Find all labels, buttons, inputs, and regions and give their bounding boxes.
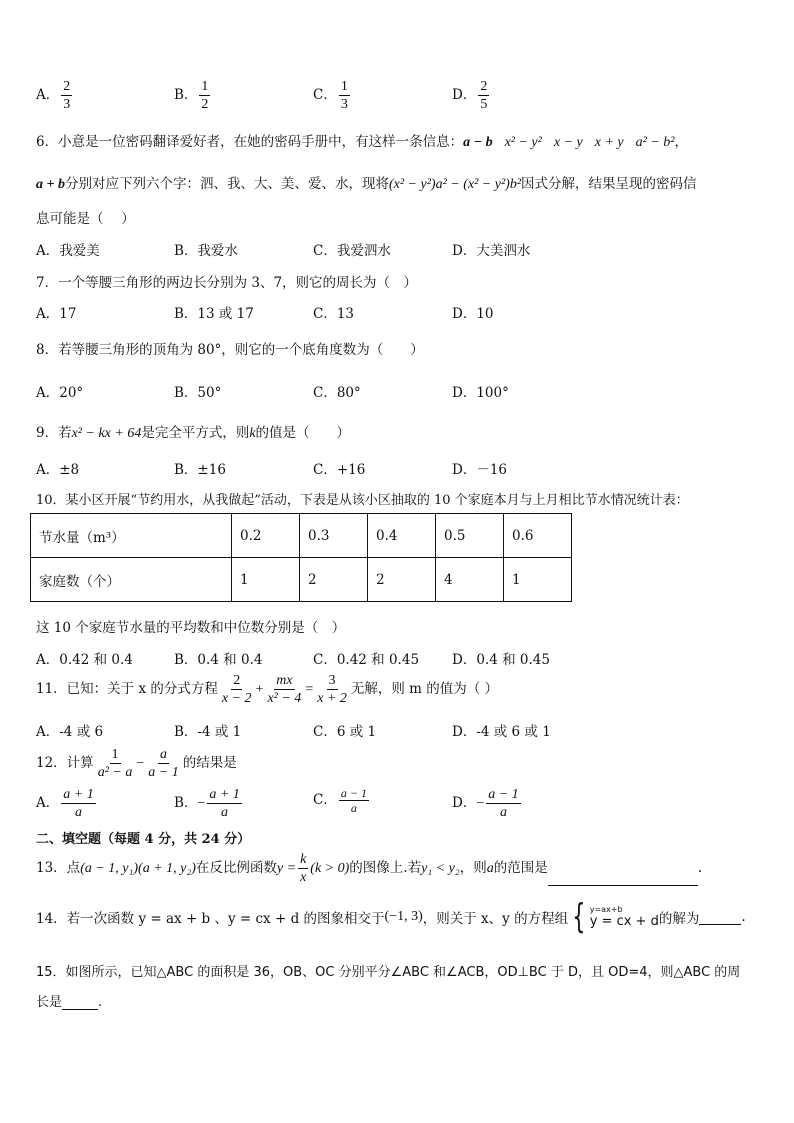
q8-option-d: D．100°: [452, 385, 509, 401]
q12-option-c: C． $\frac{a - 1}{a}$: [313, 786, 367, 815]
fraction: $\frac{a + 1}{a}$: [209, 787, 240, 820]
expr-a-minus-b: a − b: [463, 135, 493, 150]
q8-text: 8．若等腰三角形的顶角为 80°，则它的一个底角度数为（ ）: [36, 342, 424, 358]
answer-blank[interactable]: [699, 910, 741, 925]
q15-line1: 15．如图所示，已知△ABC 的面积是 36，OB、OC 分别平分∠ABC 和∠ACB，OD⊥BC 于 D，且 OD=4，则△ABC 的周: [36, 965, 741, 980]
table-cell: 4: [436, 558, 504, 602]
q6-option-c: C．我爱泗水: [313, 243, 391, 259]
q5-option-c: C． $\frac{1}{3}$: [313, 79, 348, 112]
fraction: $\frac{3}{x + 2}$: [317, 673, 347, 706]
q5-option-b: B． $\frac{1}{2}$: [174, 79, 209, 112]
q9-option-b: B．±16: [174, 462, 226, 478]
expr-points: (a − 1, y₁)(a + 1, y₂): [80, 861, 196, 876]
q10-option-b: B．0.4 和 0.4: [174, 652, 263, 668]
expr-x2-y2: x² − y²: [504, 135, 542, 150]
fraction: $\frac{1}{2}$: [201, 79, 209, 112]
table-row-label: 节水量（m³）: [31, 514, 232, 558]
q11-option-c: C．6 或 1: [313, 724, 377, 740]
q15-line2: 长是 .: [36, 995, 103, 1010]
q9-text: 9．若x² − kx + 64是完全平方式，则k的值是（ ）: [36, 425, 351, 441]
fraction: $\frac{1}{3}$: [340, 79, 348, 112]
fraction: $\frac{a - 1}{a}$: [340, 786, 367, 815]
q6-option-a: A．我爱美: [36, 243, 100, 259]
expr-point: (−1, 3): [384, 909, 423, 924]
table-cell: 0.3: [300, 514, 368, 558]
q7-option-c: C．13: [313, 306, 355, 322]
q10-question: 这 10 个家庭节水量的平均数和中位数分别是（ ）: [36, 620, 346, 636]
q6-option-b: B．我爱水: [174, 243, 238, 259]
q6-option-d: D．大美泗水: [452, 243, 531, 259]
q11-option-d: D．-4 或 6 或 1: [452, 724, 551, 740]
q9-option-c: C．+16: [313, 462, 366, 478]
fraction: $\frac{2}{3}$: [63, 79, 71, 112]
q7-text: 7．一个等腰三角形的两边长分别为 3、7，则它的周长为（ ）: [36, 275, 418, 291]
brace-icon: {: [572, 897, 586, 937]
table-cell: 2: [300, 558, 368, 602]
section-heading: 二、填空题（每题 4 分，共 24 分）: [36, 832, 251, 847]
fraction: $\frac{1}{\text{a² − a}}$: [97, 747, 133, 780]
q12-option-a: A． $\frac{a + 1}{a}$: [36, 787, 94, 820]
fraction: $\frac{a - 1}{a}$: [488, 787, 519, 820]
answer-blank[interactable]: [548, 871, 698, 886]
q6-line3: 息可能是（ ）: [36, 211, 135, 227]
table-row-label: 家庭数（个）: [31, 558, 232, 602]
table-cell: 0.5: [436, 514, 504, 558]
q7-option-d: D．10: [452, 306, 494, 322]
expr-factor: (x² − y²)a² − (x² − y²)b²: [388, 177, 522, 192]
q9-option-d: D．－16: [452, 462, 508, 478]
table-cell: 0.4: [368, 514, 436, 558]
q12-text: 12．计算 $\frac{1}{\text{a² − a}}$ − $\frac{a}{a - 1}$ 的结果是: [36, 747, 237, 780]
table-cell: 2: [368, 558, 436, 602]
q8-option-c: C．80°: [313, 385, 361, 401]
fraction: $\frac{2}{x - 2}$: [221, 673, 252, 706]
water-saving-table: [30, 513, 572, 602]
table-row: [31, 514, 572, 558]
expr-x-minus-y: x − y: [553, 135, 583, 150]
q7-option-a: A．17: [36, 306, 77, 322]
fraction: $\frac{mx}{\text{x² − 4}}$: [267, 673, 302, 706]
q5-option-a: A． $\frac{2}{3}$: [36, 79, 71, 112]
q12-option-d: D．− $\frac{a - 1}{a}$: [452, 787, 519, 820]
expr-a2-b2: a² − b²: [635, 135, 675, 150]
q14-text: 14．若一次函数 y = ax + b 、y = cx + d 的图象相交于(−1, 3)，则关于 x、y 的方程组 { y=ax+b y = cx + d 的解为 .: [36, 897, 746, 937]
table-cell: 1: [232, 558, 300, 602]
expr-quadratic: x² − kx + 64: [71, 426, 142, 441]
fraction: $\frac{k}{x}$: [300, 852, 307, 885]
q10-text: 10．某小区开展“节约用水，从我做起”活动，下表是从该小区抽取的 10 个家庭本月与上月相比节水情况统计表：: [36, 493, 689, 508]
q7-option-b: B．13 或 17: [174, 306, 254, 322]
answer-blank[interactable]: [62, 995, 98, 1010]
table-cell: 0.2: [232, 514, 300, 558]
q8-option-a: A．20°: [36, 385, 84, 401]
equation-system: y=ax+b y = cx + d: [589, 904, 659, 929]
q10-option-d: D．0.4 和 0.45: [452, 652, 550, 668]
q11-option-b: B．-4 或 1: [174, 724, 242, 740]
fraction: $\frac{a}{a - 1}$: [148, 747, 179, 780]
q13-text: 13．点(a − 1, y₁)(a + 1, y₂)在反比例函数y = $\frac{k}{x}$ (k > 0)的图像上.若y₁ < y₂，则a的范围是 .: [36, 852, 702, 885]
q6-line2: a + b分别对应下列六个字：泗、我、大、美、爱、水，现将(x² − y²)a² − (x² − y²)b²因式分解，结果呈现的密码信: [36, 176, 697, 192]
expr-x-plus-y: x + y: [594, 135, 624, 150]
fraction: $\frac{a + 1}{a}$: [63, 787, 94, 820]
table-cell: 1: [504, 558, 572, 602]
q9-option-a: A．±8: [36, 462, 80, 478]
q10-option-a: A．0.42 和 0.4: [36, 652, 133, 668]
q10-option-c: C．0.42 和 0.45: [313, 652, 420, 668]
q11-option-a: A．-4 或 6: [36, 724, 104, 740]
table-cell: 0.6: [504, 514, 572, 558]
table-row: [31, 558, 572, 602]
q6-line1: 6．小意是一位密码翻译爱好者，在她的密码手册中，有这样一条信息：a − b x² − y² x − y x + y a² − b²，: [36, 134, 688, 150]
q12-option-b: B．− $\frac{a + 1}{a}$: [174, 787, 240, 820]
q11-text: 11．已知：关于 x 的分式方程 $\frac{2}{x - 2}$ + $\frac{mx}{\text{x² − 4}}$ = $\frac{3}{x + 2}$ 无解，则 m 的值为（ ）: [36, 673, 499, 706]
fraction: $\frac{2}{5}$: [480, 79, 488, 112]
q5-option-d: D． $\frac{2}{5}$: [452, 79, 488, 112]
q8-option-b: B．50°: [174, 385, 222, 401]
